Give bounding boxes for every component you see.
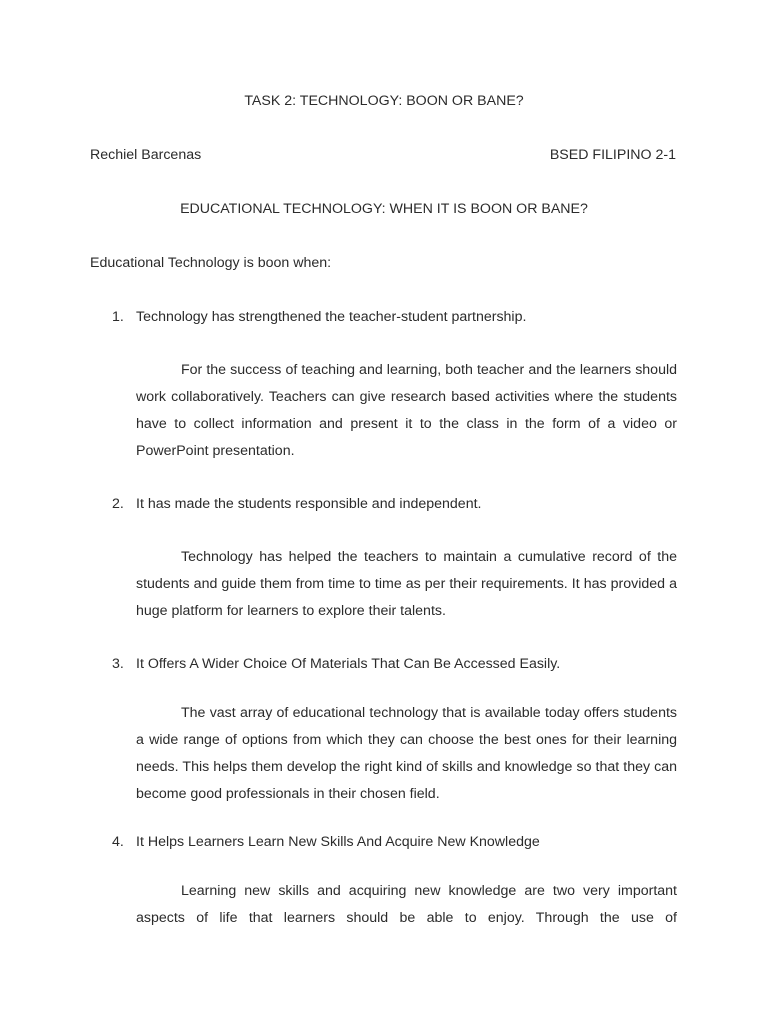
list-item-paragraph: For the success of teaching and learning, both teacher and the learners should work collaboratively. Teachers can give research based activities where the students have to collect information and present it to the class in the form of a video or PowerPoint presentation. (136, 362, 677, 459)
intro-line: Educational Technology is boon when: (90, 255, 332, 271)
list-item-heading: It Offers A Wider Choice Of Materials That Can Be Accessed Easily. (136, 656, 561, 672)
list-item-number: 2. (112, 496, 124, 512)
list-item-number: 1. (112, 309, 124, 325)
course-section: BSED FILIPINO 2-1 (549, 147, 676, 163)
list-item-heading: Technology has strengthened the teacher-student partnership. (136, 309, 527, 325)
list-item-number: 3. (112, 656, 124, 672)
list-item-paragraph: Learning new skills and acquiring new knowledge are two very important aspects of life that learners should be able to enjoy. Through the use of (136, 883, 677, 926)
list-item-paragraph: The vast array of educational technology that is available today offers students a wide range of options from which they can choose the best ones for their learning needs. This helps them develop the right kind of skills and knowledge so that they can become good professionals in their chosen field. (136, 705, 677, 802)
document-title: TASK 2: TECHNOLOGY: BOON OR BANE? (244, 93, 524, 109)
document-subtitle: EDUCATIONAL TECHNOLOGY: WHEN IT IS BOON OR BANE? (180, 201, 588, 217)
list-item-number: 4. (112, 834, 124, 850)
list-item-paragraph: Technology has helped the teachers to maintain a cumulative record of the students and guide them from time to time as per their requirements. It has provided a huge platform for learners to explore their talents. (136, 549, 677, 619)
author-name: Rechiel Barcenas (90, 147, 202, 163)
list-item-heading: It Helps Learners Learn New Skills And Acquire New Knowledge (136, 834, 540, 850)
list-item-heading: It has made the students responsible and independent. (136, 496, 482, 512)
